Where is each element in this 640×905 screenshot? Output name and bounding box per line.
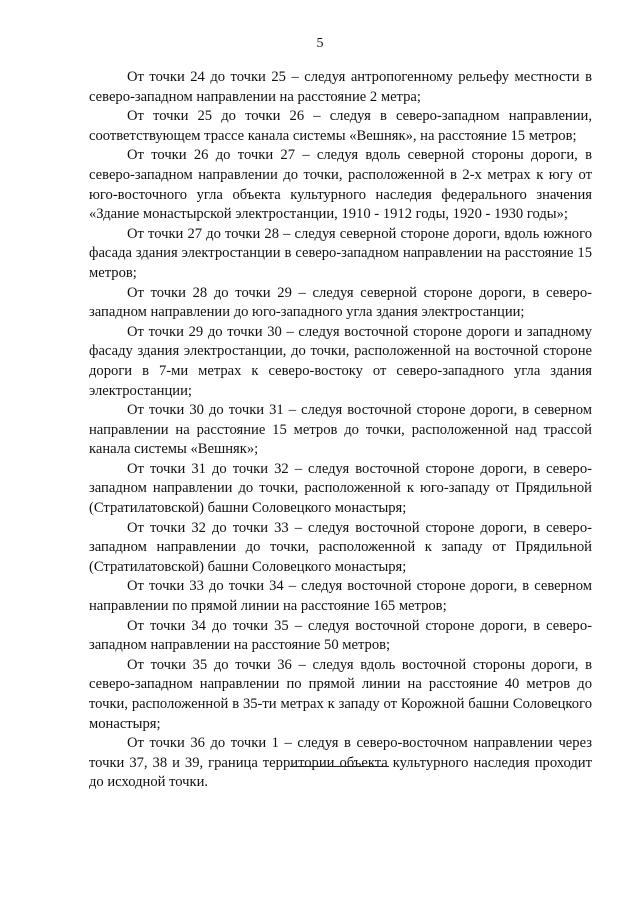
paragraph-point-24-25: От точки 24 до точки 25 – следуя антропогенному рельефу местности в северо-западном направлении на расстояние 2 метра; <box>89 69 592 105</box>
paragraph-point-35-36: От точки 35 до точки 36 – следуя вдоль восточной стороны дороги, в северо-западном направлении по прямой линии на расстояние 40 метров до точки, расположенной в 35-ти метрах к западу от Корожной башни Соловецкого монастыря; <box>89 656 592 732</box>
paragraph-point-29-30: От точки 29 до точки 30 – следуя восточной стороне дороги и западному фасаду здания электростанции, до точки, расположенной на восточной стороне дороги в 7-ми метрах к северо-востоку от северо-западного угла здания электростанции; <box>89 323 592 399</box>
page-number: 5 <box>316 36 324 51</box>
paragraph-point-36-1: От точки 36 до точки 1 – следуя в северо-восточном направлении через точки 37, 38 и 39, граница территории объекта культурного наследия проходит до исходной точки. <box>89 735 592 791</box>
paragraph-point-31-32: От точки 31 до точки 32 – следуя восточной стороне дороги, в северо-западном направлении до точки, расположенной к юго-западу от Прядильной (Стратилатовской) башни Соловецкого монастыря; <box>89 460 592 517</box>
document-body <box>89 68 592 793</box>
paragraph-point-32-33: От точки 32 до точки 33 – следуя восточной стороне дороги, в северо-западном направлении до точки, расположенной к западу от Прядильной (Стратилатовской) башни Соловецкого монастыря; <box>89 519 592 575</box>
paragraph-point-27-28: От точки 27 до точки 28 – следуя северной стороне дороги, вдоль южного фасада здания электростанции в северо-западном направлении на расстояние 15 метров; <box>89 225 592 281</box>
paragraph-point-25-26: От точки 25 до точки 26 – следуя в северо-западном направлении, соответствующем трассе канала системы «Вешняк», на расстояние 15 метров; <box>89 108 592 144</box>
paragraph-point-33-34: От точки 33 до точки 34 – следуя восточной стороне дороги, в северном направлении по прямой линии на расстояние 165 метров; <box>89 578 592 615</box>
paragraph-point-28-29: От точки 28 до точки 29 – следуя северной стороне дороги, в северо-западном направлении до юго-западного угла здания электростанции; <box>89 284 592 321</box>
paragraph-point-30-31: От точки 30 до точки 31 – следуя восточной стороне дороги, в северном направлении на расстояние 15 метров до точки, расположенной над трассой канала системы «Вешняк»; <box>89 402 592 458</box>
end-of-text-rule <box>290 766 389 767</box>
paragraph-point-26-27: От точки 26 до точки 27 – следуя вдоль северной стороны дороги, в северо-западном направлении до точки, расположенной в 2-х метрах к югу от юго-восточного угла объекта культурного наследия федерального значения «Здание монастырской электростанции, 1910 - 1912 годы, 1920 - 1930 годы»; <box>89 147 592 223</box>
paragraph-point-34-35: От точки 34 до точки 35 – следуя восточной стороне дороги, в северо-западном направлении на расстояние 50 метров; <box>89 617 592 654</box>
